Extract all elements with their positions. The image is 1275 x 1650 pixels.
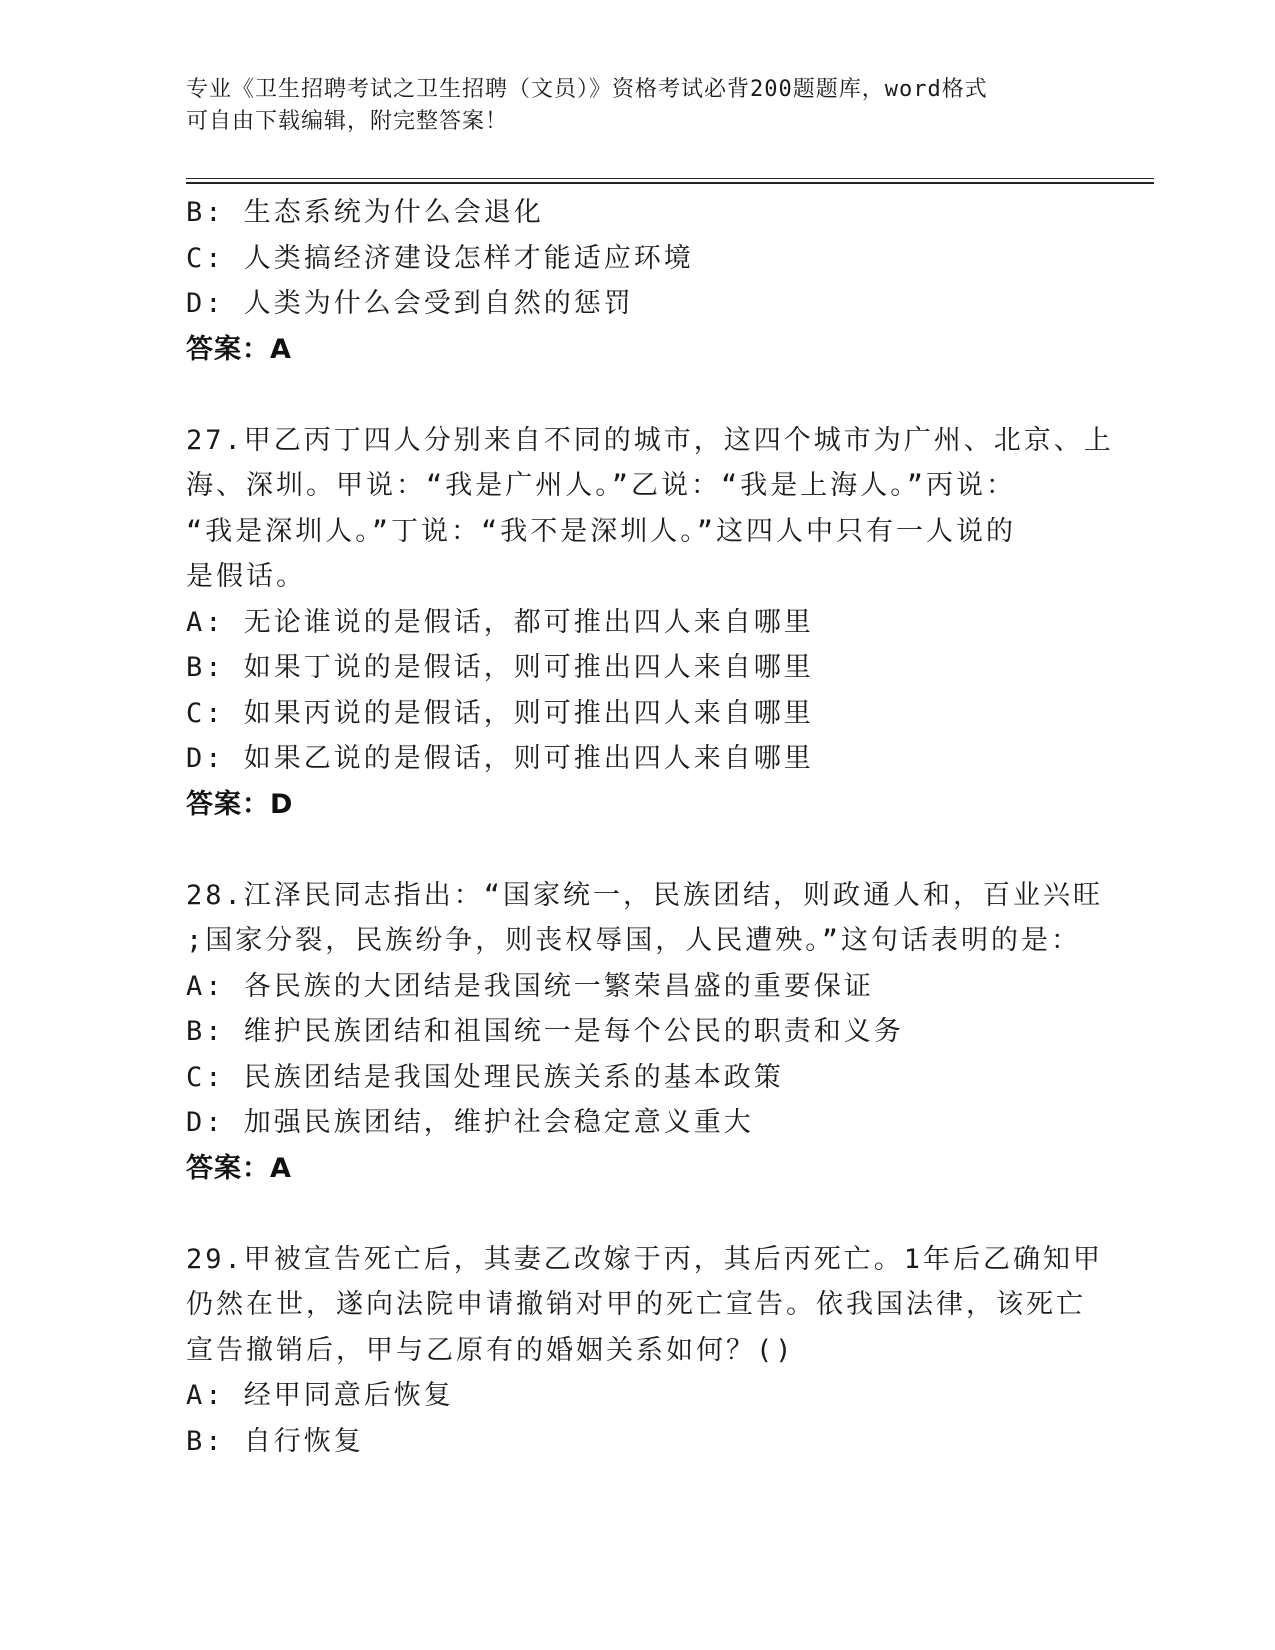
header-line-2: 可自由下载编辑，附完整答案！ [186, 109, 509, 134]
answer-label: 答案：A [186, 333, 292, 365]
option-c: C: 人类搞经济建设怎样才能适应环境 [186, 242, 694, 274]
stem-line: “我是深圳人。”丁说：“我不是深圳人。”这四人中只有一人说的 [186, 515, 1017, 547]
option-c: C: 民族团结是我国处理民族关系的基本政策 [186, 1061, 784, 1093]
stem-line: 27.甲乙丙丁四人分别来自不同的城市，这四个城市为广州、北京、上 [186, 424, 1114, 456]
header-line-1: 专业《卫生招聘考试之卫生招聘（文员）》资格考试必背200题题库，word格式 [186, 77, 988, 102]
option-b: B: 如果丁说的是假话，则可推出四人来自哪里 [186, 652, 814, 683]
question-28 [186, 873, 1104, 1192]
option-c: C: 如果丙说的是假话，则可推出四人来自哪里 [186, 697, 814, 729]
option-b: B: 自行恢复 [186, 1425, 364, 1457]
stem-line: 是假话。 [186, 561, 306, 592]
option-b: B: 维护民族团结和祖国统一是每个公民的职责和义务 [186, 1016, 904, 1047]
option-d: D: 如果乙说的是假话，则可推出四人来自哪里 [186, 743, 814, 774]
answer-label: 答案：A [186, 1152, 292, 1184]
header-divider [186, 178, 1154, 184]
question-26-continued [186, 190, 1086, 372]
spacer [186, 1191, 1086, 1237]
stem-line: 海、深圳。甲说：“我是广州人。”乙说：“我是上海人。”丙说： [186, 470, 1017, 501]
stem-line: 仍然在世，遂向法院申请撤销对甲的死亡宣告。依我国法律，该死亡 [186, 1289, 1086, 1320]
question-27 [186, 418, 1114, 828]
spacer [186, 827, 1086, 873]
option-d: D: 人类为什么会受到自然的惩罚 [186, 288, 634, 319]
question-29 [186, 1237, 1104, 1465]
option-a: A: 经甲同意后恢复 [186, 1380, 454, 1411]
question-stem [186, 418, 1114, 600]
option-a: A: 无论谁说的是假话，都可推出四人来自哪里 [186, 606, 814, 638]
stem-line: 29.甲被宣告死亡后，其妻乙改嫁于丙，其后丙死亡。1年后乙确知甲 [186, 1243, 1104, 1275]
option-d: D: 加强民族团结，维护社会稳定意义重大 [186, 1107, 754, 1138]
question-stem [186, 873, 1104, 964]
document-body [186, 190, 1114, 1464]
question-stem [186, 1237, 1104, 1374]
answer-label: 答案：D [186, 788, 294, 820]
stem-line: ;国家分裂，民族纷争，则丧权辱国，人民遭殃。”这句话表明的是： [186, 925, 1082, 956]
option-b: B: 生态系统为什么会退化 [186, 197, 544, 228]
document-header [186, 74, 1066, 138]
stem-line: 宣告撤销后，甲与乙原有的婚姻关系如何？() [186, 1334, 795, 1366]
spacer [186, 372, 1086, 418]
stem-line: 28.江泽民同志指出：“国家统一，民族团结，则政通人和，百业兴旺 [186, 879, 1104, 911]
option-a: A: 各民族的大团结是我国统一繁荣昌盛的重要保证 [186, 970, 874, 1002]
